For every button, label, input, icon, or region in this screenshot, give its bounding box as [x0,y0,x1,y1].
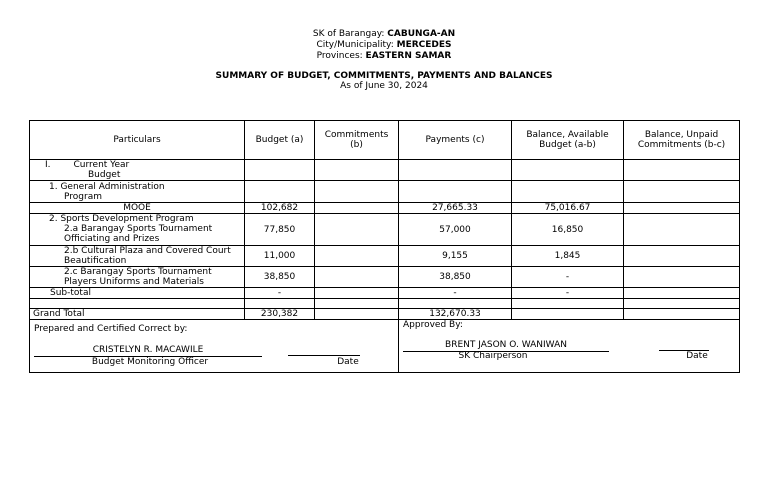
table-row [30,181,740,203]
prepared-name: CRISTELYN R. MACAWILE [34,345,262,357]
col-commitments-line1: Commitments [324,130,389,140]
city-label: City/Municipality: [316,40,397,50]
report-title: SUMMARY OF BUDGET, COMMITMENTS, PAYMENTS AND BALANCES [215,71,553,81]
approved-name: BRENT JASON O. WANIWAN [403,340,609,352]
col-balance-available-line1: Balance, Available [526,130,609,140]
current-year-num: I. [45,160,51,170]
mooe-balance: 75,016.67 [512,203,624,214]
col-balance-unpaid-line1: Balance, Unpaid [644,130,719,140]
r2b-cell [30,246,245,267]
col-payments: Payments (c) [399,121,512,160]
col-budget: Budget (a) [245,121,315,160]
r2b-line1: 2.b Cultural Plaza and Covered Court [64,246,231,256]
table-row [30,267,740,288]
prepared-label: Prepared and Certified Correct by: [34,324,188,334]
subtotal-budget: - [245,288,315,299]
sk-barangay-line [0,29,768,40]
sports-program-cell [30,214,245,246]
table-row [30,160,740,181]
prepared-by-block [30,320,399,373]
prepared-date: Date [337,357,359,367]
blank-row [30,299,740,309]
mooe-label: MOOE [30,203,245,214]
province-line [0,51,768,62]
gen-admin-line2: Program [64,191,102,202]
r2a-balance: 16,850 [512,214,624,246]
col-commitments-line2: (b) [350,140,363,150]
gen-admin-cell [30,181,245,203]
table-row [30,214,740,246]
current-year-cell [30,160,245,181]
sk-barangay-value: CABUNGA-AN [387,29,456,39]
approved-date-line [659,340,709,351]
approved-label: Approved By: [403,320,463,330]
grand-total-budget: 230,382 [245,309,315,320]
approved-title: SK Chairperson [458,351,528,361]
subtotal-payments: - [399,288,512,299]
col-commitments [315,121,399,160]
col-particulars: Particulars [30,121,245,160]
table-row [30,246,740,267]
sports-program-label: 2. Sports Development Program [49,214,194,224]
col-balance-unpaid-line2: Commitments (b-c) [637,140,726,150]
r2a-line1: 2.a Barangay Sports Tournament [64,224,213,234]
city-line [0,40,768,51]
province-value: EASTERN SAMAR [365,51,452,61]
sk-barangay-label: SK of Barangay: [312,29,388,39]
subtotal-label: Sub-total [30,288,245,299]
r2b-line2: Beautification [64,256,127,266]
prepared-date-line [288,345,360,356]
gen-admin-line1: 1. General Administration [49,181,165,192]
signature-row [30,320,740,373]
mooe-payments: 27,665.33 [399,203,512,214]
province-label: Provinces: [316,51,366,61]
subtotal-row [30,288,740,299]
report-date: As of June 30, 2024 [340,81,428,91]
r2b-payments: 9,155 [399,246,512,267]
subtotal-balance: - [512,288,624,299]
r2c-budget: 38,850 [245,267,315,288]
approved-date: Date [686,351,708,361]
r2c-line2: Players Uniforms and Materials [64,277,204,287]
current-year-line2: Budget [88,170,121,180]
prepared-title: Budget Monitoring Officer [91,357,209,367]
grand-total-payments: 132,670.33 [399,309,512,320]
r2a-payments: 57,000 [399,214,512,246]
col-balance-unpaid [624,121,740,160]
col-balance-available-line2: Budget (a-b) [539,140,596,150]
grand-total-label: Grand Total [30,309,245,320]
budget-summary-table [29,120,740,373]
grand-total-row [30,309,740,320]
r2c-line1: 2.c Barangay Sports Tournament [64,267,212,277]
r2a-line2: Officiating and Prizes [64,234,160,244]
r2b-budget: 11,000 [245,246,315,267]
table-row [30,203,740,214]
mooe-budget: 102,682 [245,203,315,214]
r2c-cell [30,267,245,288]
col-balance-available [512,121,624,160]
city-value: MERCEDES [396,40,452,50]
r2b-balance: 1,845 [512,246,624,267]
r2a-budget: 77,850 [245,214,315,246]
approved-by-block [399,320,740,373]
r2c-balance: - [512,267,624,288]
table-header-row [30,121,740,160]
r2c-payments: 38,850 [399,267,512,288]
current-year-line1: Current Year [73,160,130,170]
